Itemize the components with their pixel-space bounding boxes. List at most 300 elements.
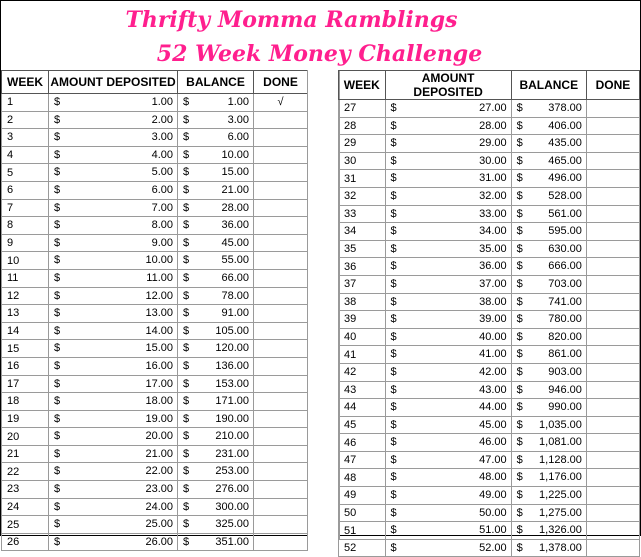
currency-symbol: $ [183,219,190,232]
week-cell: 20 [2,428,49,446]
table-row [339,487,640,505]
balance-header: BALANCE [178,71,254,94]
amount-value: 2.00 [151,113,173,126]
currency-symbol: $ [516,295,523,308]
balance-value: 153.00 [215,377,249,390]
done-checkbox-cell[interactable] [586,487,639,505]
week-cell: 47 [339,451,386,469]
done-checkbox-cell[interactable] [254,111,308,129]
amount-value: 28.00 [479,119,507,132]
balance-cell [511,135,586,153]
table-row [339,328,640,346]
currency-symbol: $ [54,96,61,108]
done-checkbox-cell[interactable] [254,181,308,199]
balance-value: 105.00 [215,324,249,337]
balance-cell [511,328,586,346]
done-checkbox-cell[interactable] [254,269,308,287]
week-cell: 17 [2,375,49,393]
done-checkbox-cell[interactable] [254,463,308,481]
balance-value: 528.00 [548,189,582,202]
week-cell: 14 [2,322,49,340]
amount-cell [49,393,178,411]
currency-symbol: $ [54,236,61,249]
amount-value: 44.00 [479,401,507,414]
currency-symbol: $ [516,102,523,114]
amount-cell [385,223,511,241]
done-checkbox-cell[interactable] [586,117,639,135]
done-checkbox-cell[interactable] [254,481,308,499]
done-checkbox-cell[interactable] [586,469,639,487]
balance-cell [178,357,254,375]
done-checkbox-cell[interactable] [254,393,308,411]
table-row [339,187,640,205]
week-cell: 52 [339,539,386,557]
done-checkbox-cell[interactable] [586,240,639,258]
week-cell: 26 [2,533,49,551]
balance-cell [178,94,254,112]
done-checkbox-cell[interactable] [254,533,308,551]
currency-symbol: $ [54,113,61,126]
week-cell: 45 [339,416,386,434]
amount-value: 18.00 [145,395,173,408]
balance-value: 91.00 [221,307,249,320]
balance-cell [511,504,586,522]
done-checkbox-cell[interactable] [586,416,639,434]
currency-symbol: $ [516,172,523,185]
done-header: DONE [254,71,308,94]
amount-cell [385,399,511,417]
week-cell: 10 [2,252,49,270]
done-checkbox-cell[interactable] [586,363,639,381]
currency-symbol: $ [516,436,523,449]
balance-header: BALANCE [511,71,586,100]
balance-cell [178,445,254,463]
amount-cell [385,275,511,293]
amount-cell [49,481,178,499]
balance-value: 820.00 [548,330,582,343]
balance-cell [511,170,586,188]
balance-cell [511,100,586,118]
balance-value: 28.00 [221,201,249,214]
currency-symbol: $ [390,506,397,519]
table-row [339,117,640,135]
balance-cell [511,469,586,487]
currency-symbol: $ [390,489,397,502]
balance-value: 1,176.00 [539,471,582,484]
done-checkbox-cell[interactable] [254,375,308,393]
currency-symbol: $ [183,166,190,179]
currency-symbol: $ [516,506,523,519]
week-cell: 7 [2,199,49,217]
sheet-title: Thrifty Momma Ramblings [125,7,458,33]
balance-value: 946.00 [548,383,582,396]
amount-value: 22.00 [145,465,173,478]
amount-cell [385,100,511,118]
right-table [338,70,640,557]
table-row [339,522,640,540]
amount-cell [49,340,178,358]
done-checkbox-cell[interactable] [254,252,308,270]
amount-cell [385,539,511,557]
balance-cell [511,522,586,540]
amount-value: 51.00 [479,524,507,537]
balance-value: 120.00 [215,342,249,355]
week-cell: 37 [339,275,386,293]
currency-symbol: $ [516,541,523,554]
amount-value: 50.00 [479,506,507,519]
done-checkbox-cell[interactable] [254,357,308,375]
amount-value: 25.00 [145,518,173,531]
week-cell: 29 [339,135,386,153]
table-row [2,375,308,393]
week-cell: 31 [339,170,386,188]
amount-value: 40.00 [479,330,507,343]
week-cell: 38 [339,293,386,311]
amount-cell [49,410,178,428]
done-checkbox-cell[interactable] [586,539,639,557]
balance-value: 595.00 [548,225,582,238]
amount-value: 9.00 [151,236,173,249]
currency-symbol: $ [516,330,523,343]
balance-value: 276.00 [215,483,249,496]
balance-value: 465.00 [548,154,582,167]
done-checkbox-cell[interactable] [586,522,639,540]
table-row [2,322,308,340]
currency-symbol: $ [390,277,397,290]
amount-cell [385,187,511,205]
currency-symbol: $ [54,465,61,478]
amount-cell [49,322,178,340]
balance-cell [511,293,586,311]
amount-value: 46.00 [479,436,507,449]
done-checkbox-cell[interactable] [586,135,639,153]
done-checkbox-cell[interactable] [586,205,639,223]
table-row [339,170,640,188]
currency-symbol: $ [516,207,523,220]
balance-value: 78.00 [221,289,249,302]
amount-header: AMOUNT DEPOSITED [49,71,178,94]
done-checkbox-cell[interactable] [254,146,308,164]
header-row [339,71,640,100]
balance-cell [511,451,586,469]
currency-symbol: $ [54,307,61,320]
currency-symbol: $ [390,119,397,132]
table-row [339,469,640,487]
done-checkbox-cell[interactable] [254,322,308,340]
balance-value: 741.00 [548,295,582,308]
currency-symbol: $ [183,183,190,196]
done-checkbox-cell[interactable] [586,434,639,452]
currency-symbol: $ [54,324,61,337]
table-row [2,445,308,463]
balance-value: 15.00 [221,166,249,179]
table-row [2,146,308,164]
week-cell: 42 [339,363,386,381]
balance-cell [178,164,254,182]
table-row [339,205,640,223]
currency-symbol: $ [183,113,190,126]
balance-value: 780.00 [548,313,582,326]
done-checkbox-cell[interactable] [254,217,308,235]
currency-symbol: $ [54,289,61,302]
balance-cell [178,375,254,393]
done-checkbox-cell[interactable] [586,311,639,329]
amount-cell [385,434,511,452]
done-checkbox-cell[interactable] [586,451,639,469]
balance-cell [178,481,254,499]
table-row [2,181,308,199]
balance-value: 1,225.00 [539,489,582,502]
balance-value: 21.00 [221,183,249,196]
currency-symbol: $ [516,154,523,167]
amount-value: 39.00 [479,313,507,326]
week-cell: 27 [339,100,386,118]
balance-value: 325.00 [215,518,249,531]
currency-symbol: $ [516,489,523,502]
amount-cell [385,240,511,258]
done-checkbox-cell[interactable] [586,328,639,346]
currency-symbol: $ [183,483,190,496]
done-checkbox-cell[interactable] [254,445,308,463]
done-checkbox-cell[interactable] [586,381,639,399]
table-row [2,393,308,411]
table-row [339,399,640,417]
balance-value: 406.00 [548,119,582,132]
amount-value: 34.00 [479,225,507,238]
amount-value: 17.00 [145,377,173,390]
amount-value: 49.00 [479,489,507,502]
currency-symbol: $ [516,137,523,150]
done-checkbox-cell[interactable] [586,223,639,241]
done-checkbox-cell[interactable] [586,152,639,170]
balance-value: 903.00 [548,365,582,378]
done-checkbox-cell[interactable] [254,287,308,305]
amount-cell [385,205,511,223]
done-checkbox-cell[interactable] [254,340,308,358]
done-header: DONE [586,71,639,100]
week-cell: 6 [2,181,49,199]
balance-cell [178,129,254,147]
currency-symbol: $ [390,330,397,343]
amount-value: 29.00 [479,137,507,150]
balance-value: 6.00 [227,131,249,144]
done-checkbox-cell[interactable] [586,399,639,417]
amount-value: 42.00 [479,365,507,378]
week-cell: 24 [2,498,49,516]
amount-cell [49,129,178,147]
balance-value: 3.00 [227,113,249,126]
balance-cell [511,539,586,557]
table-row [2,410,308,428]
done-checkbox-cell[interactable] [254,428,308,446]
table-row [339,240,640,258]
currency-symbol: $ [183,518,190,531]
amount-value: 32.00 [479,189,507,202]
done-checkbox-cell[interactable] [586,346,639,364]
table-row [339,539,640,557]
table-row [2,199,308,217]
balance-cell [178,252,254,270]
currency-symbol: $ [390,471,397,484]
week-cell: 4 [2,146,49,164]
currency-symbol: $ [516,401,523,414]
week-cell: 5 [2,164,49,182]
week-cell: 44 [339,399,386,417]
done-checkbox-cell[interactable] [254,164,308,182]
amount-cell [49,199,178,217]
done-checkbox-cell[interactable] [586,275,639,293]
currency-symbol: $ [183,447,190,460]
table-row [2,164,308,182]
balance-cell [178,287,254,305]
week-cell: 2 [2,111,49,129]
amount-cell [49,164,178,182]
week-cell: 15 [2,340,49,358]
week-cell: 9 [2,234,49,252]
amount-cell [49,498,178,516]
balance-cell [511,187,586,205]
done-checkbox-cell[interactable] [254,199,308,217]
week-cell: 46 [339,434,386,452]
currency-symbol: $ [54,535,61,548]
done-checkbox-cell[interactable] [586,504,639,522]
currency-symbol: $ [516,471,523,484]
currency-symbol: $ [183,324,190,337]
amount-value: 38.00 [479,295,507,308]
currency-symbol: $ [390,418,397,431]
amount-value: 10.00 [145,254,173,267]
currency-symbol: $ [183,201,190,214]
currency-symbol: $ [183,271,190,284]
amount-value: 48.00 [479,471,507,484]
currency-symbol: $ [390,348,397,361]
table-row [339,275,640,293]
done-checkbox-cell[interactable] [586,170,639,188]
balance-cell [178,410,254,428]
currency-symbol: $ [390,295,397,308]
done-checkbox-cell[interactable] [254,498,308,516]
done-checkbox-cell[interactable] [254,129,308,147]
table-row [339,381,640,399]
currency-symbol: $ [183,289,190,302]
amount-cell [49,111,178,129]
table-row [2,516,308,534]
week-cell: 19 [2,410,49,428]
balance-value: 253.00 [215,465,249,478]
table-row [2,533,308,551]
balance-value: 351.00 [215,535,249,548]
balance-cell [511,311,586,329]
week-cell: 30 [339,152,386,170]
amount-value: 14.00 [145,324,173,337]
table-row [339,416,640,434]
done-checkbox-cell[interactable] [254,410,308,428]
currency-symbol: $ [54,430,61,443]
week-cell: 21 [2,445,49,463]
amount-cell [385,346,511,364]
done-checkbox-cell[interactable] [586,258,639,276]
done-checkbox-cell[interactable] [254,516,308,534]
done-checkbox-cell[interactable]: √ [254,94,308,112]
currency-symbol: $ [390,189,397,202]
currency-symbol: $ [516,260,523,273]
currency-symbol: $ [54,483,61,496]
currency-symbol: $ [516,453,523,466]
amount-value: 47.00 [479,453,507,466]
week-cell: 49 [339,487,386,505]
amount-value: 6.00 [151,183,173,196]
balance-cell [511,381,586,399]
balance-cell [178,234,254,252]
currency-symbol: $ [183,131,190,144]
done-checkbox-cell[interactable] [254,305,308,323]
balance-cell [511,399,586,417]
balance-cell [178,463,254,481]
amount-value: 12.00 [145,289,173,302]
done-checkbox-cell[interactable] [254,234,308,252]
balance-value: 231.00 [215,447,249,460]
week-header: WEEK [2,71,49,94]
currency-symbol: $ [183,430,190,443]
balance-value: 1,378.00 [539,541,582,554]
table-row [2,463,308,481]
balance-value: 666.00 [548,260,582,273]
amount-value: 13.00 [145,307,173,320]
week-cell: 16 [2,357,49,375]
balance-value: 171.00 [215,395,249,408]
balance-value: 861.00 [548,348,582,361]
balance-cell [511,434,586,452]
currency-symbol: $ [516,119,523,132]
amount-value: 24.00 [145,500,173,513]
done-checkbox-cell[interactable] [586,100,639,118]
balance-value: 703.00 [548,277,582,290]
week-cell: 22 [2,463,49,481]
currency-symbol: $ [516,242,523,255]
amount-value: 31.00 [479,172,507,185]
balance-value: 435.00 [548,137,582,150]
balance-value: 190.00 [215,412,249,425]
week-cell: 1 [2,94,49,112]
balance-cell [511,363,586,381]
currency-symbol: $ [183,465,190,478]
balance-cell [511,205,586,223]
week-header: WEEK [339,71,386,100]
amount-cell [49,516,178,534]
amount-cell [385,258,511,276]
amount-value: 20.00 [145,430,173,443]
currency-symbol: $ [390,453,397,466]
amount-value: 1.00 [151,96,173,108]
done-checkbox-cell[interactable] [586,187,639,205]
balance-cell [178,269,254,287]
currency-symbol: $ [516,365,523,378]
balance-value: 45.00 [221,236,249,249]
left-table [1,70,308,551]
table-row [339,311,640,329]
balance-cell [511,275,586,293]
currency-symbol: $ [54,271,61,284]
week-cell: 41 [339,346,386,364]
week-cell: 32 [339,187,386,205]
amount-value: 45.00 [479,418,507,431]
currency-symbol: $ [54,359,61,372]
week-cell: 3 [2,129,49,147]
balance-cell [178,305,254,323]
done-checkbox-cell[interactable] [586,293,639,311]
week-cell: 33 [339,205,386,223]
week-cell: 39 [339,311,386,329]
